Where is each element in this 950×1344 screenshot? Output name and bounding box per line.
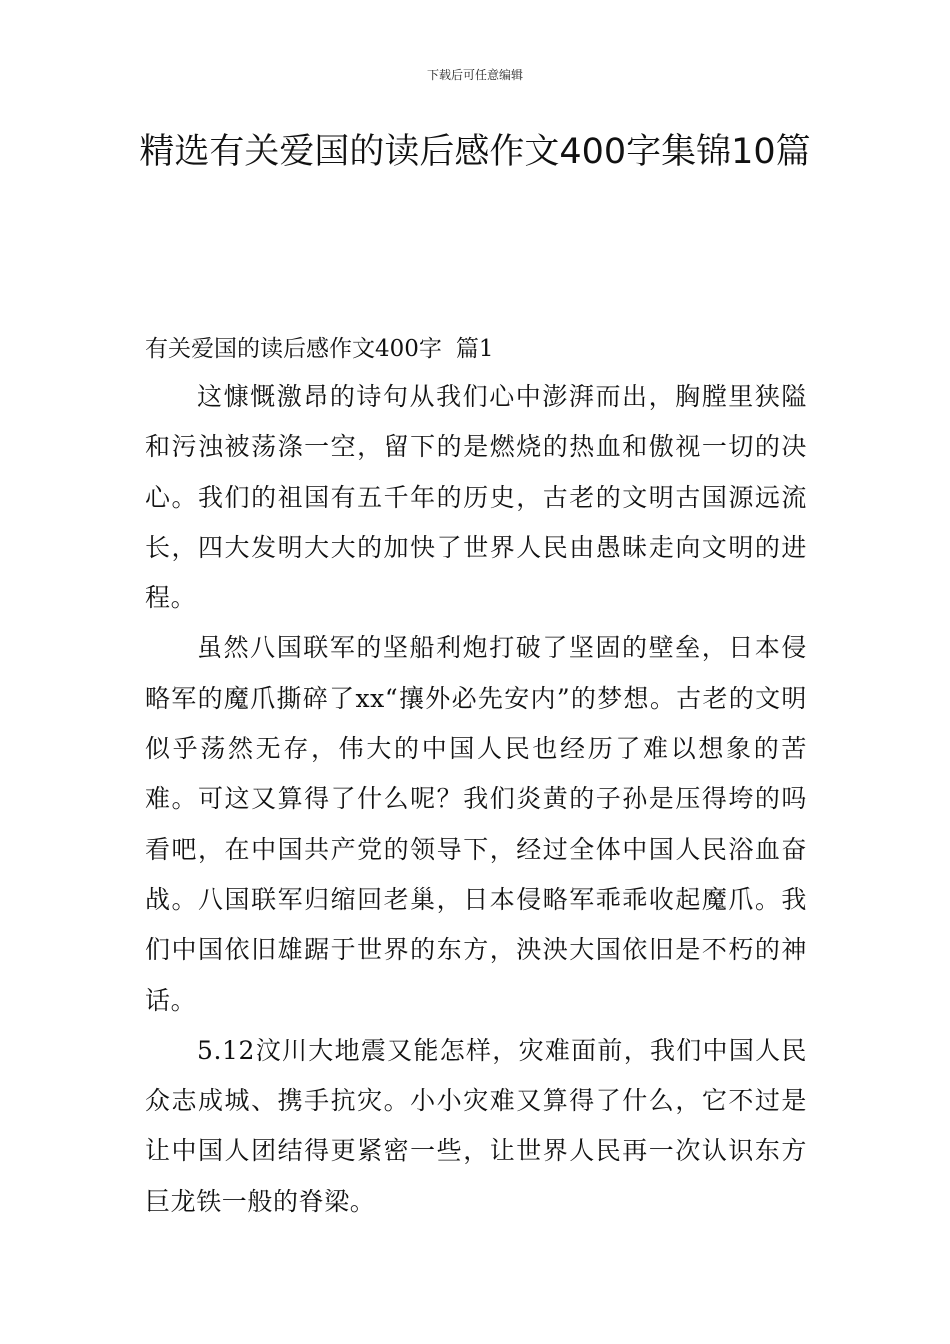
section-heading-text: 有关爱国的读后感作文400字 — [145, 336, 442, 362]
body-text — [145, 372, 807, 1227]
section-heading — [145, 331, 494, 367]
paragraph-3: 5.12汶川大地震又能怎样，灾难面前，我们中国人民众志成城、携手抗灾。小小灾难又算得了什么，它不过是让中国人团结得更紧密一些，让世界人民再一次认识东方巨龙铁一般的脊梁。 — [145, 1035, 807, 1216]
section-label: 篇1 — [455, 336, 494, 362]
paragraph-2: 虽然八国联军的坚船利炮打破了坚固的壁垒，日本侵略军的魔爪撕碎了xx“攘外必先安内”的梦想。古老的文明似乎荡然无存，伟大的中国人民也经历了难以想象的苦难。可这又算得了什么呢？我们炎黄的子孙是压得垮的吗看吧，在中国共产党的领导下，经过全体中国人民浴血奋战。八国联军归缩回老巢，日本侵略军乖乖收起魔爪。我们中国依旧雄踞于世界的东方，泱泱大国依旧是不朽的神话。 — [145, 633, 807, 1015]
document-title: 精选有关爱国的读后感作文400字集锦10篇 — [139, 132, 811, 172]
paragraph-1: 这慷慨激昂的诗句从我们心中澎湃而出，胸膛里狭隘和污浊被荡涤一空，留下的是燃烧的热血和傲视一切的决心。我们的祖国有五千年的历史，古老的文明古国源远流长，四大发明大大的加快了世界人民由愚昧走向文明的进程。 — [145, 382, 807, 613]
header-note: 下载后可任意编辑 — [426, 68, 523, 82]
